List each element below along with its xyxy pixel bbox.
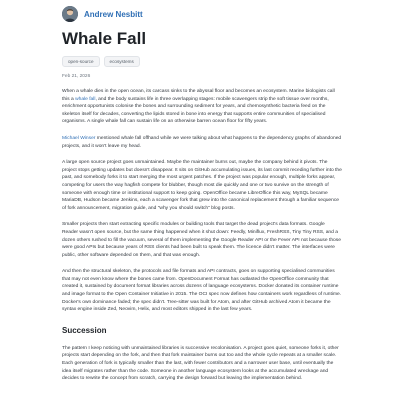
post-date: Feb 21, 2026 [62,74,91,79]
paragraph-3: A large open source project goes unmaintained. Maybe the maintainer burns out, maybe the company behind it pivots. The project stops getting updates but doesn't disappear. It sits on GitHub accumulating issues, its last commit receding further into the past, and somebody forks it to start merging the most urgent patches. If the project was popular enough, multiple forks appear, competing for users the way hagfish compete for blubber, though most die quickly and one or two survive on the strength of someone with enough time or institutional support to keep going. OpenOffice became LibreOffice this way, MySQL became MariaDB, Hudson became Jenkins, each a scavenger fork that grew into the canonical replacement through a familiar sequence of fork announcement, migration guide, and "why you should switch" blog posts. [62,160,342,211]
author-avatar[interactable] [62,6,78,22]
paragraph-6: The pattern I keep noticing with unmaintained libraries is successive recolonisation. A project goes quiet, someone forks it, other projects start depending on the fork, and then that fork maintainer burns out too and the whole cycle repeats at a smaller scale. Each generation of fork is typically smaller than the last, with fewer contributors and a narrower user base, until eventually the idea itself migrates rather than the code. Someone in another language ecosystem looks at the accumulated wreckage and decides to rewrite the concept from scratch, carrying the design forward but leaving the implementation behind. [62,345,339,382]
paragraph-2-text: mentioned whale fall offhand while we were talking about what happens to the dependency graphs of abandoned projects, and it won't leave my head. [62,135,342,149]
paragraph-4: Smaller projects then start extracting specific modules or building tools that target the dead project's data formats. Google Reader wasn't open source, but the same thing happened when it shut down: Feedly, Miniflux, FreshRSS, Tiny Tiny RSS, and a dozen others rushed to fill the vacuum, several of them implementing the Google Reader API or the Fever API not because those were good APIs but because years of RSS clients had been built to speak them. The licence didn't matter. The interfaces were public, other software depended on them, and that was enough. [62,222,341,258]
michael-winser-link[interactable]: Michael Winser [62,135,96,141]
tag-list [62,56,342,67]
site-header [62,3,342,25]
author-name-link[interactable]: Andrew Nesbitt [84,9,143,19]
paragraph-5: And then the structural skeleton, the protocols and file formats and API contracts, goes on supporting specialised communities that may not even know where the bones came from. OpenDocument Format has outlasted the OpenOffice community that created it, sustained by document format libraries across dozens of language ecosystems. Docker donated its container runtime and image format to the Open Container Initiative in 2015. The OCI spec now defines how containers work regardless of runtime. Docker's own dominance faded; the spec didn't. Tree-sitter was built for Atom, and after GitHub archived Atom it became the syntax engine inside Zed, Neovim, Helix, and most editors shipped in the last few years. [62,269,342,313]
tag-open-source[interactable]: open-source [62,56,100,67]
section-heading-succession: Succession [62,325,107,335]
paragraph-2 [62,135,342,150]
paragraph-1 [62,88,342,126]
tag-ecosystems[interactable]: ecosystems [104,56,140,67]
whale-fall-link[interactable]: whale fall [75,96,96,102]
article [62,0,342,383]
paragraph-1-text-a: When a whale dies in the open ocean, its carcass sinks to the abyssal floor and becomes an ecosystem. Marine biologists call this a [62,89,335,102]
paragraph-1-text-b: , and the body sustains life in three overlapping stages: mobile scavengers strip the soft tissue over months, enrichment opportunists colonise the bones and surrounding sediment for years, and chemosynthetic bacteria feed on the skeleton itself for decades, converting the lipids stored in bone into energy that supports entire communities of specialised organisms. A single whale fall can sustain life on an otherwise barren ocean floor for fifty years. [62,96,329,125]
post-title: Whale Fall [62,29,147,48]
